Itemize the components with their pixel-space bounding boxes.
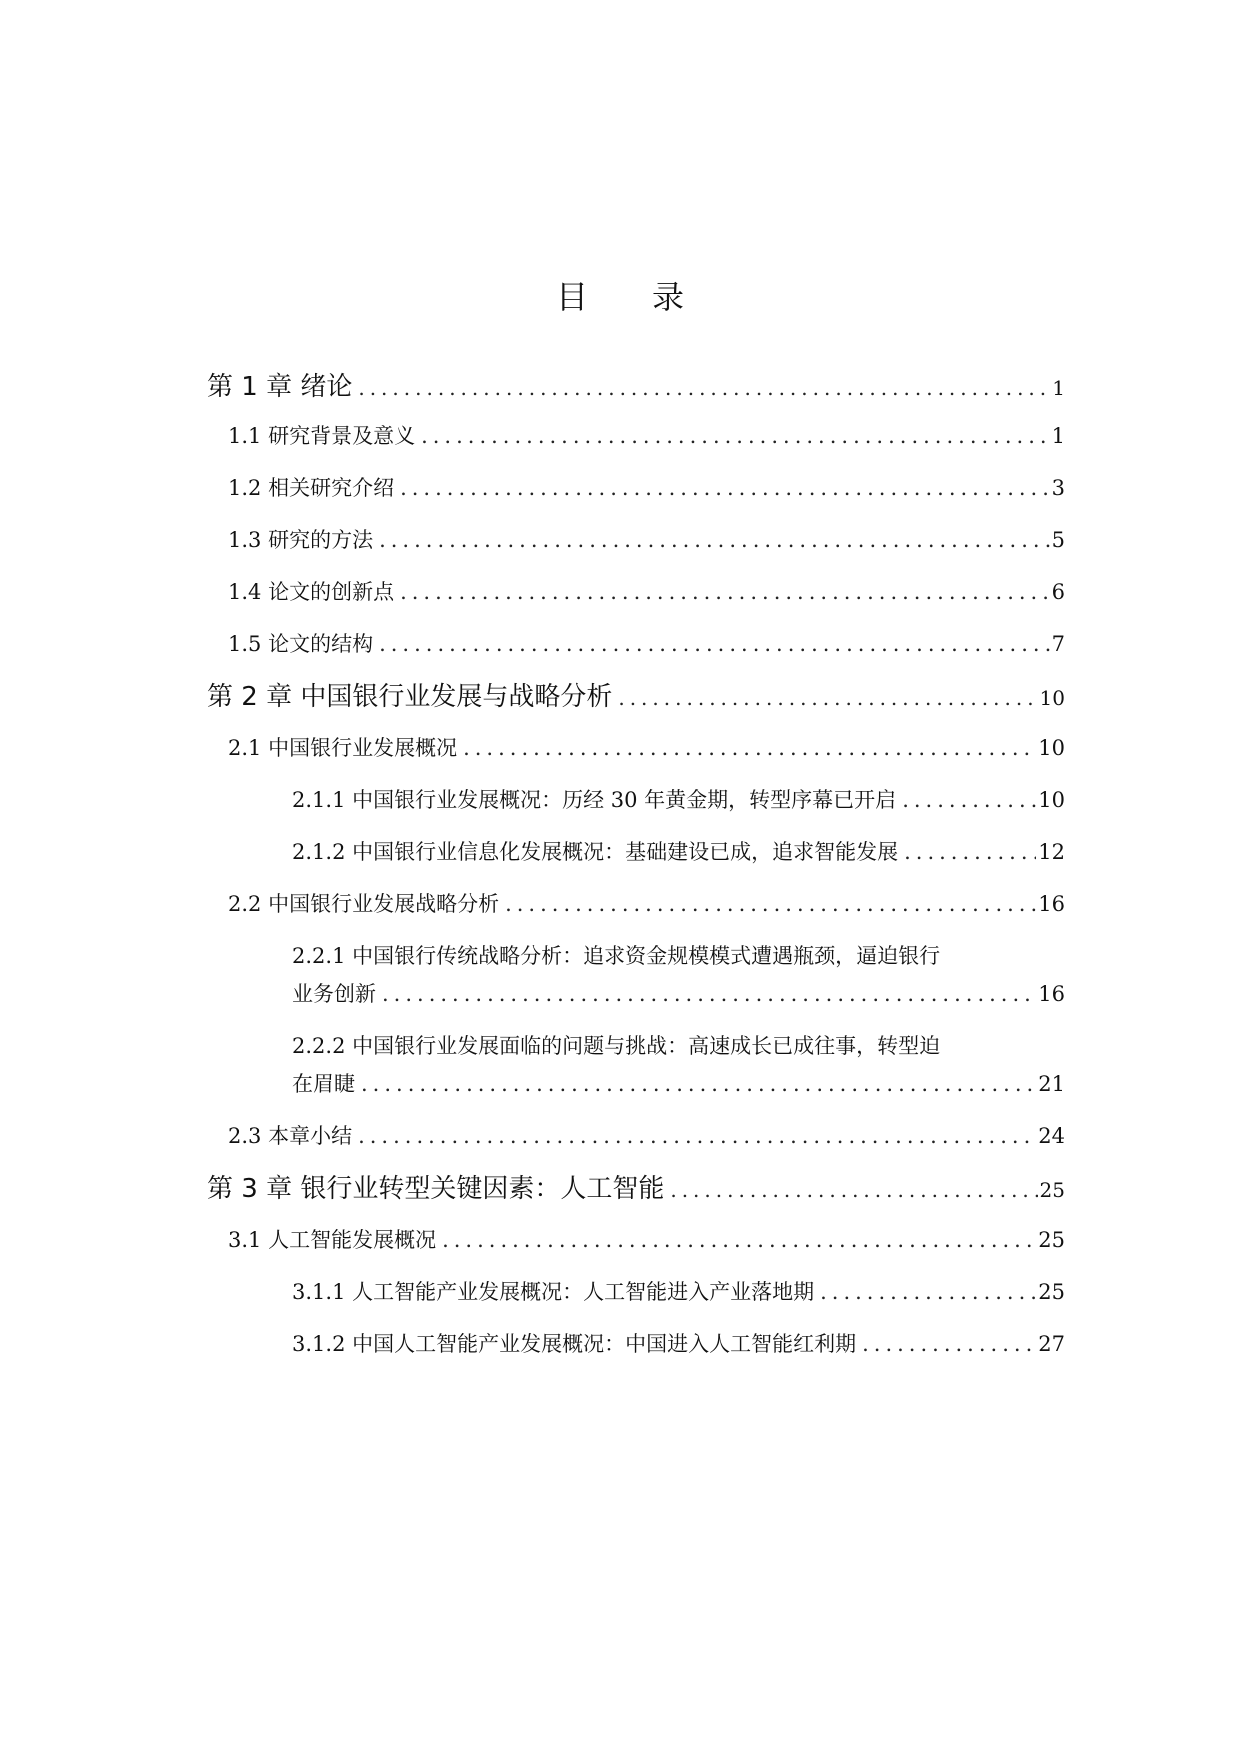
toc-entry-section-1-3[interactable] — [228, 524, 1065, 554]
toc-entry-chapter-1[interactable] — [207, 366, 1065, 403]
toc-page-number: 12 — [1038, 840, 1065, 864]
toc-entry-subsection-2-2-2-line2[interactable] — [292, 1068, 1065, 1098]
leader-dots — [618, 686, 1037, 710]
toc-entry-label: 1.5 论文的结构 — [228, 632, 374, 656]
toc-entry-label: 业务创新 — [292, 982, 376, 1006]
toc-entry-label: 第 2 章 中国银行业发展与战略分析 — [207, 682, 613, 712]
toc-title: 目录 — [555, 278, 748, 316]
toc-page-number: 5 — [1051, 528, 1065, 552]
toc-entry-label: 在眉睫 — [292, 1072, 355, 1096]
leader-dots — [442, 1228, 1036, 1252]
toc-entry-subsection-2-2-1-line2[interactable] — [292, 978, 1065, 1008]
toc-entry-label: 2.2 中国银行业发展战略分析 — [228, 892, 500, 916]
toc-page-number: 25 — [1038, 1228, 1065, 1252]
leader-dots — [382, 982, 1036, 1006]
toc-entry-section-1-4[interactable] — [228, 576, 1065, 606]
leader-dots — [670, 1178, 1037, 1202]
toc-entry-section-1-5[interactable] — [228, 628, 1065, 658]
toc-entry-section-2-1[interactable] — [228, 732, 1065, 762]
leader-dots — [358, 1124, 1036, 1148]
leader-dots — [862, 1332, 1036, 1356]
toc-entry-subsection-2-2-1-line1[interactable]: 2.2.1 中国银行传统战略分析：追求资金规模模式遭遇瓶颈，逼迫银行 — [292, 944, 941, 968]
toc-page-number: 7 — [1051, 632, 1065, 656]
toc-page-number: 10 — [1038, 788, 1065, 812]
toc-page-number: 25 — [1039, 1178, 1065, 1202]
toc-entry-section-2-2[interactable] — [228, 888, 1065, 918]
leader-dots — [400, 580, 1050, 604]
toc-entry-section-2-3[interactable] — [228, 1120, 1065, 1150]
toc-entry-label: 2.1.2 中国银行业信息化发展概况：基础建设已成，追求智能发展 — [292, 840, 899, 864]
toc-entry-label: 第 3 章 银行业转型关键因素：人工智能 — [207, 1174, 665, 1204]
toc-entry-subsection-3-1-1[interactable] — [292, 1276, 1065, 1306]
toc-page-number: 27 — [1038, 1332, 1065, 1356]
toc-page-number: 10 — [1039, 686, 1065, 710]
toc-page-number: 6 — [1051, 580, 1065, 604]
toc-entry-label: 1.4 论文的创新点 — [228, 580, 395, 604]
toc-entry-label: 3.1.2 中国人工智能产业发展概况：中国进入人工智能红利期 — [292, 1332, 857, 1356]
toc-entry-subsection-2-1-1[interactable] — [292, 784, 1065, 814]
toc-entry-section-1-1[interactable] — [228, 420, 1065, 450]
leader-dots — [421, 424, 1050, 448]
leader-dots — [902, 788, 1036, 812]
leader-dots — [463, 736, 1036, 760]
toc-page-number: 24 — [1038, 1124, 1065, 1148]
toc-entry-label: 3.1 人工智能发展概况 — [228, 1228, 437, 1252]
leader-dots — [358, 376, 1050, 400]
leader-dots — [361, 1072, 1036, 1096]
toc-entry-label: 第 1 章 绪论 — [207, 372, 353, 402]
toc-page-number: 1 — [1051, 424, 1065, 448]
toc-page-number: 21 — [1038, 1072, 1065, 1096]
leader-dots — [505, 892, 1036, 916]
toc-entry-chapter-2[interactable] — [207, 676, 1065, 713]
toc-entry-subsection-2-1-2[interactable] — [292, 836, 1065, 866]
toc-entry-chapter-3[interactable] — [207, 1168, 1065, 1205]
toc-page-number: 10 — [1038, 736, 1065, 760]
leader-dots — [379, 632, 1050, 656]
toc-entry-label: 1.1 研究背景及意义 — [228, 424, 416, 448]
toc-entry-label: 3.1.1 人工智能产业发展概况：人工智能进入产业落地期 — [292, 1280, 815, 1304]
toc-entry-section-3-1[interactable] — [228, 1224, 1065, 1254]
toc-page-number: 16 — [1038, 982, 1065, 1006]
toc-page-number: 25 — [1038, 1280, 1065, 1304]
toc-entry-label: 2.3 本章小结 — [228, 1124, 353, 1148]
toc-entry-section-1-2[interactable] — [228, 472, 1065, 502]
toc-page-number: 16 — [1038, 892, 1065, 916]
leader-dots — [400, 476, 1050, 500]
toc-page-number: 1 — [1052, 376, 1065, 400]
leader-dots — [379, 528, 1050, 552]
leader-dots — [904, 840, 1036, 864]
toc-entry-label: 1.3 研究的方法 — [228, 528, 374, 552]
toc-entry-label: 2.1 中国银行业发展概况 — [228, 736, 458, 760]
toc-entry-label: 2.1.1 中国银行业发展概况：历经 30 年黄金期，转型序幕已开启 — [292, 788, 897, 812]
toc-entry-label: 1.2 相关研究介绍 — [228, 476, 395, 500]
toc-page-number: 3 — [1051, 476, 1065, 500]
toc-entry-subsection-3-1-2[interactable] — [292, 1328, 1065, 1358]
leader-dots — [820, 1280, 1036, 1304]
toc-entry-subsection-2-2-2-line1[interactable]: 2.2.2 中国银行业发展面临的问题与挑战：高速成长已成往事，转型迫 — [292, 1034, 941, 1058]
